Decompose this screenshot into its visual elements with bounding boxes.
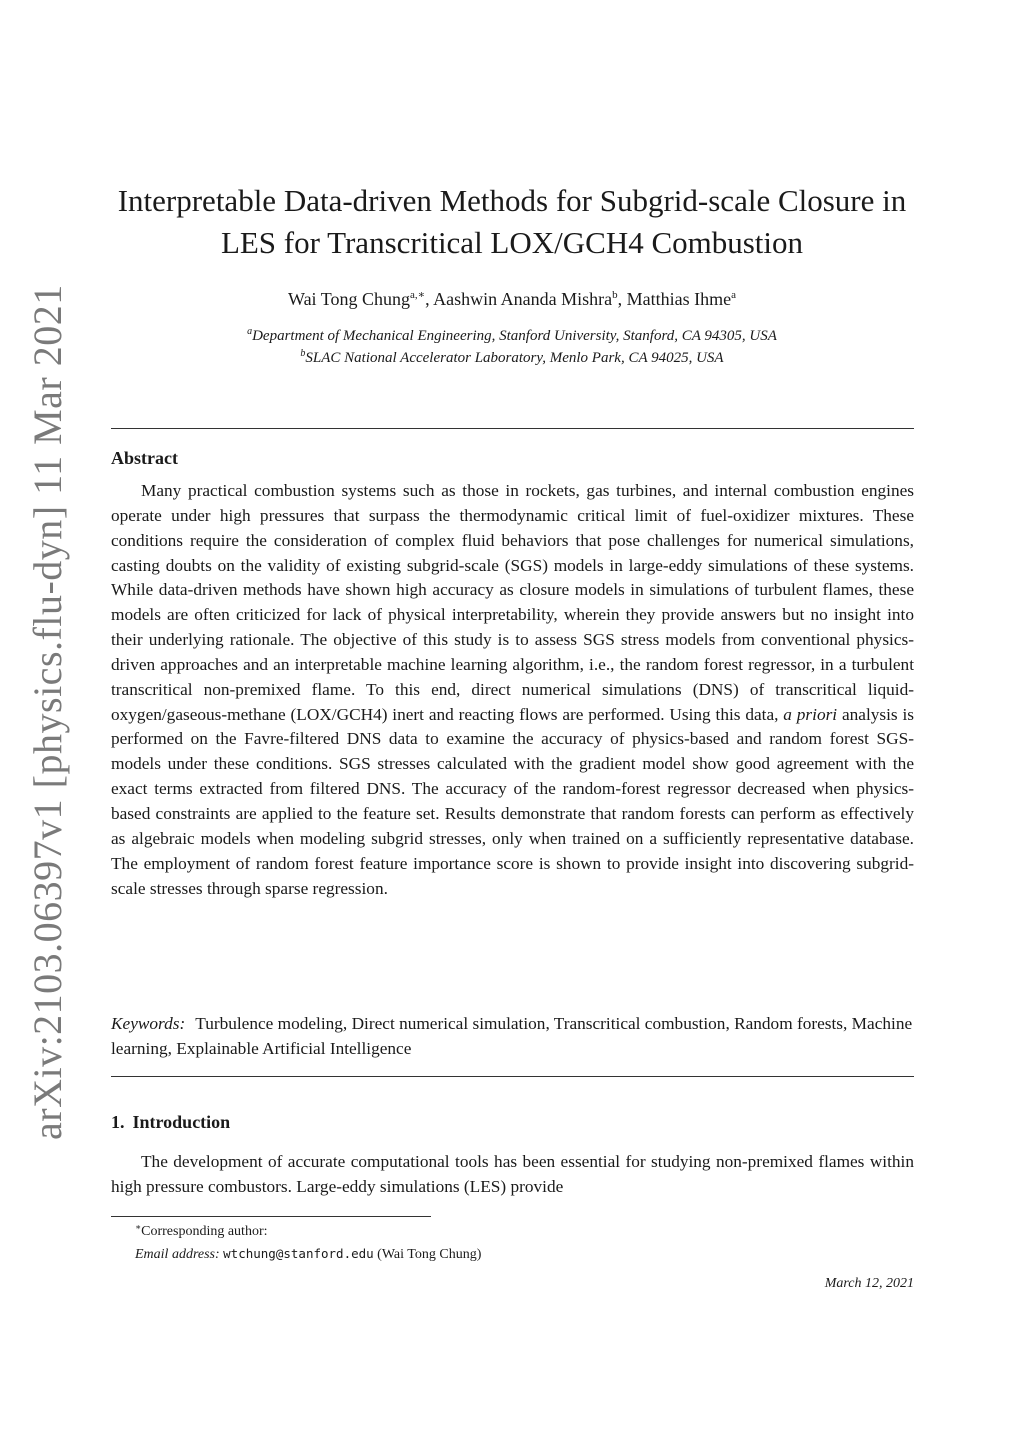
email-label: Email address: xyxy=(135,1247,220,1262)
author-name: Aashwin Ananda Mishra xyxy=(433,289,613,309)
introduction-text: The development of accurate computational tools has been essential for studying non-premixed flames within high pressure combustors. Large-eddy simulations (LES) provide xyxy=(111,1152,914,1196)
footnote-corresponding-text: Corresponding author: xyxy=(141,1224,268,1239)
abstract-text xyxy=(111,479,914,901)
paper-title xyxy=(100,180,924,264)
title-line-1: Interpretable Data-driven Methods for Subgrid-scale Closure in xyxy=(117,183,907,218)
footnote xyxy=(135,1221,835,1266)
author-list xyxy=(100,287,924,311)
keywords-text: Turbulence modeling, Direct numerical simulation, Transcritical combustion, Random forests, Machine learning, Explainable Artificial Intelligence xyxy=(111,1014,913,1058)
email-owner: (Wai Tong Chung) xyxy=(377,1247,482,1262)
abstract-top-rule xyxy=(111,428,914,429)
affiliation xyxy=(100,347,924,369)
author-name: Matthias Ihme xyxy=(626,289,732,309)
affiliation-list xyxy=(100,325,924,369)
affiliation-mark: b xyxy=(300,348,306,359)
author-separator: , xyxy=(425,289,434,309)
keywords xyxy=(111,1011,914,1061)
title-line-2: LES for Transcritical LOX/GCH4 Combustion xyxy=(220,225,804,260)
abstract-bottom-rule xyxy=(111,1076,914,1077)
affiliation-mark: a xyxy=(247,326,253,337)
footnote-corresponding xyxy=(135,1221,835,1243)
author-affiliation-mark: a,∗ xyxy=(409,289,426,301)
abstract-italic-term: a priori xyxy=(783,704,838,724)
abstract-heading: Abstract xyxy=(111,448,178,468)
affiliation xyxy=(100,325,924,347)
email-address[interactable]: wtchung@stanford.edu xyxy=(223,1246,374,1261)
section-heading-introduction xyxy=(111,1110,230,1134)
section-number: 1. xyxy=(111,1112,125,1132)
author-affiliation-mark: b xyxy=(612,289,618,301)
keywords-label: Keywords: xyxy=(111,1014,186,1033)
affiliation-text: Department of Mechanical Engineering, Stanford University, Stanford, CA 94305, USA xyxy=(252,328,777,344)
abstract-text-part-2: analysis is performed on the Favre-filtered DNS data to examine the accuracy of physics-based and random forest SGS-models under these conditions. SGS stresses calculated with the gradient model show good agreement with the exact terms extracted from filtered DNS. The accuracy of the random-forest regressor decreased when physics-based constraints are applied to the feature set. Results demonstrate that random forests can perform as effectively as algebraic models when modeling subgrid stresses, only when trained on a sufficiently representative database. The employment of random forest feature importance score is shown to provide insight into discovering subgrid-scale stresses through sparse regression. xyxy=(111,704,915,898)
section-title: Introduction xyxy=(132,1112,231,1132)
footnote-email xyxy=(135,1243,835,1266)
footnote-mark: ∗ xyxy=(135,1222,142,1232)
preprint-date: March 12, 2021 xyxy=(824,1276,914,1291)
footnote-rule xyxy=(111,1216,431,1217)
author-name: Wai Tong Chung xyxy=(288,289,410,309)
affiliation-text: SLAC National Accelerator Laboratory, Menlo Park, CA 94025, USA xyxy=(305,350,724,366)
author-affiliation-mark: a xyxy=(731,289,736,301)
author-separator: , xyxy=(617,289,627,309)
abstract-text-part-1: Many practical combustion systems such as those in rockets, gas turbines, and internal combustion engines operate under high pressures that surpass the thermodynamic critical limit of fuel-oxidizer mixtures. These conditions require the consideration of complex fluid behaviors that pose challenges for numerical simulations, casting doubts on the validity of existing subgrid-scale (SGS) models in large-eddy simulations of these systems. While data-driven methods have shown high accuracy as closure models in simulations of turbulent flames, these models are often criticized for lack of physical interpretability, wherein they provide answers but no insight into their underlying rationale. The objective of this study is to assess SGS stress models from conventional physics-driven approaches and an interpretable machine learning algorithm, i.e., the random forest regressor, in a turbulent transcritical non-premixed flame. To this end, direct numerical simulations (DNS) of transcritical liquid-oxygen/gaseous-methane (LOX/GCH4) inert and reacting flows are performed. Using this data, xyxy=(111,481,914,724)
arxiv-identifier[interactable]: arXiv:2103.06397v1 [physics.flu-dyn] 11 Mar 2021 xyxy=(25,284,70,1140)
